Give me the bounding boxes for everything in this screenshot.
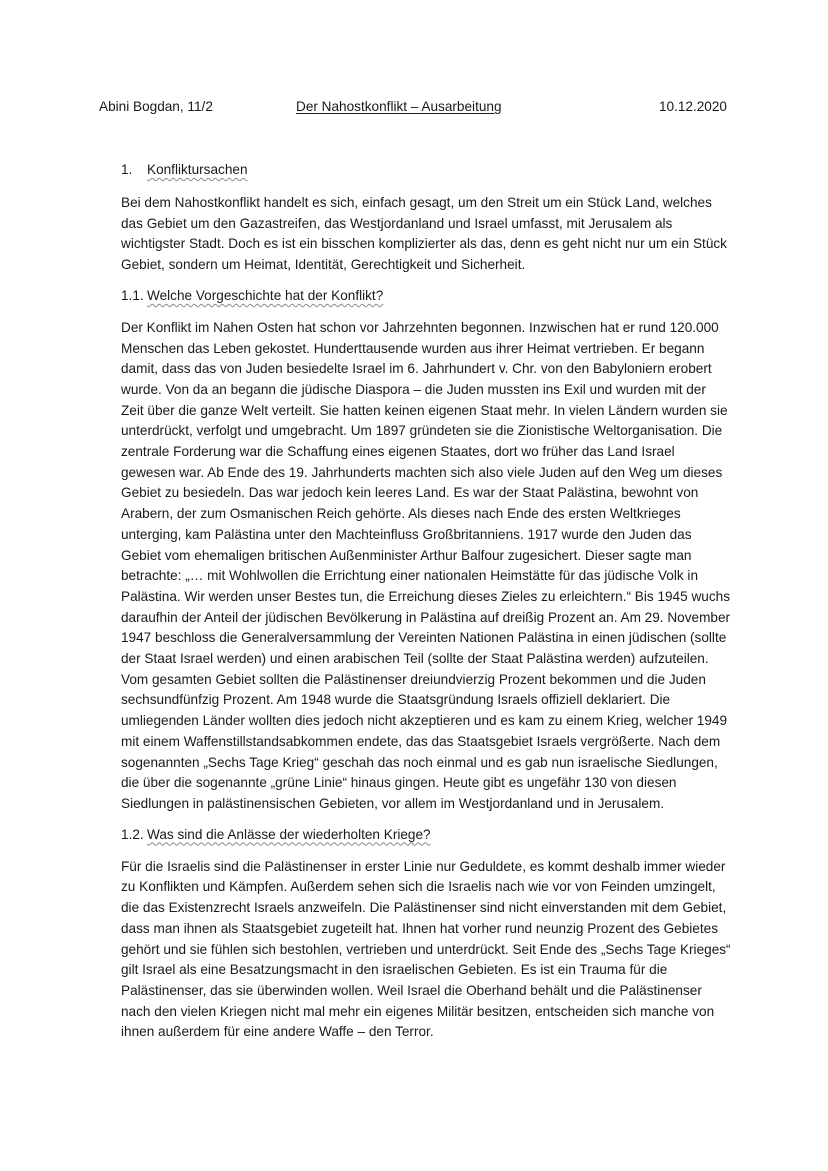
document-date: 10.12.2020 bbox=[658, 99, 727, 114]
section-heading-1-1 bbox=[121, 286, 731, 306]
section-paragraph-1-1: Der Konflikt im Nahen Osten hat schon vor Jahrzehnten begonnen. Inzwischen hat er rund 120.000 Menschen das Leben gekostet. Hunderttausende wurden aus ihrer Heimat vertrieben. Er begann damit, dass das von Juden besiedelte Israel im 6. Jahrhundert v. Chr. von den Babyloniern erobert wurde. Von da an begann die jüdische Diaspora – die Juden mussten ins Exil und wurden mit der Zeit über die ganze Welt verteilt. Sie hatten keinen eigenen Staat mehr. In vielen Ländern wurden sie unterdrückt, verfolgt und umgebracht. Um 1897 gründeten sie die Zionistische Weltorganisation. Die zentrale Forderung war die Schaffung eines eigenen Staates, dort wo früher das Land Israel gewesen war. Ab Ende des 19. Jahrhunderts machten sich also viele Juden auf den Weg um dieses Gebiet zu besiedeln. Das war jedoch kein leeres Land. Es war der Staat Palästina, bewohnt von Arabern, der zum Osmanischen Reich gehörte. Als dieses nach Ende des ersten Weltkrieges unterging, kam Palästina unter den Machteinfluss Großbritanniens. 1917 wurde den Juden das Gebiet vom ehemaligen britischen Außenminister Arthur Balfour zugesichert. Dieser sagte man betrachte: „… mit Wohlwollen die Errichtung einer nationalen Heimstätte für das jüdische Volk in Palästina. Wir werden unser Bestes tun, die Erreichung dieses Zieles zu erleichtern.“ Bis 1945 wuchs daraufhin der Anteil der jüdischen Bevölkerung in Palästina auf dreißig Prozent an. Am 29. November 1947 beschloss die Generalversammlung der Vereinten Nationen Palästina in einen jüdischen (sollte der Staat Israel werden) und einen arabischen Teil (sollte der Staat Palästina werden) aufzuteilen. Vom gesamten Gebiet sollten die Palästinenser dreiundvierzig Prozent bekommen und die Juden sechsundfünfzig Prozent. Am 1948 wurde die Staatsgründung Israels offiziell deklariert. Die umliegenden Länder wollten dies jedoch nicht akzeptieren und es kam zu einem Krieg, welcher 1949 mit einem Waffenstillstandsabkommen endete, das das Staatsgebiet Israels vergrößerte. Nach dem sogenannten „Sechs Tage Krieg“ geschah das noch einmal und es gab nun israelische Siedlungen, die über die sogenannte „grüne Linie“ hinaus gingen. Heute gibt es ungefähr 130 von diesen Siedlungen in palästinensischen Gebieten, vor allem im Westjordanland und in Jerusalem. bbox=[121, 319, 731, 811]
section-title: Was sind die Anlässe der wiederholten Kriege? bbox=[147, 826, 431, 842]
section-number: 1. bbox=[121, 162, 133, 177]
section-paragraph-1: Bei dem Nahostkonflikt handelt es sich, einfach gesagt, um den Streit um ein Stück Land, welches das Gebiet um den Gazastreifen, das Westjordanland und Israel umfasst, mit Jerusalem als wichtigster Stadt. Doch es ist ein bisschen komplizierter als das, denn es geht nicht nur um ein Stück Gebiet, sondern um Heimat, Identität, Gerechtigkeit und Sicherheit. bbox=[121, 195, 727, 273]
author-name: Abini Bogdan, 11/2 bbox=[99, 99, 213, 114]
section-title: Konfliktursachen bbox=[147, 162, 248, 177]
document-body bbox=[121, 160, 731, 1043]
section-paragraph-1-2: Für die Israelis sind die Palästinenser in erster Linie nur Geduldete, es kommt deshalb immer wieder zu Konflikten und Kämpfen. Außerdem sehen sich die Israelis nach wie vor von Feinden umzingelt, die das Existenzrecht Israels anzweifeln. Die Palästinenser sind nicht einverstanden mit dem Gebiet, dass man ihnen als Staatsgebiet zugeteilt hat. Ihnen hat vorher rund neunzig Prozent des Gebietes gehört und sie fühlen sich bestohlen, vertrieben und unterdrückt. Seit Ende des „Sechs Tage Krieges“ gilt Israel als eine Besatzungsmacht in den israelischen Gebieten. Es ist ein Trauma für die Palästinenser, das sie überwinden wollen. Weil Israel die Oberhand behält und die Palästinenser nach den vielen Kriegen nicht mal mehr ein eigenes Militär besitzen, entscheiden sich manche von ihnen außerdem für eine andere Waffe – den Terror. bbox=[121, 858, 731, 1040]
section-heading-1 bbox=[121, 160, 731, 180]
document-title: Der Nahostkonflikt – Ausarbeitung bbox=[296, 99, 502, 114]
section-number: 1.1. bbox=[121, 287, 144, 303]
section-heading-1-2 bbox=[121, 825, 731, 845]
section-title: Welche Vorgeschichte hat der Konflikt? bbox=[147, 287, 384, 303]
section-number: 1.2. bbox=[121, 826, 144, 842]
page-header bbox=[99, 99, 727, 119]
